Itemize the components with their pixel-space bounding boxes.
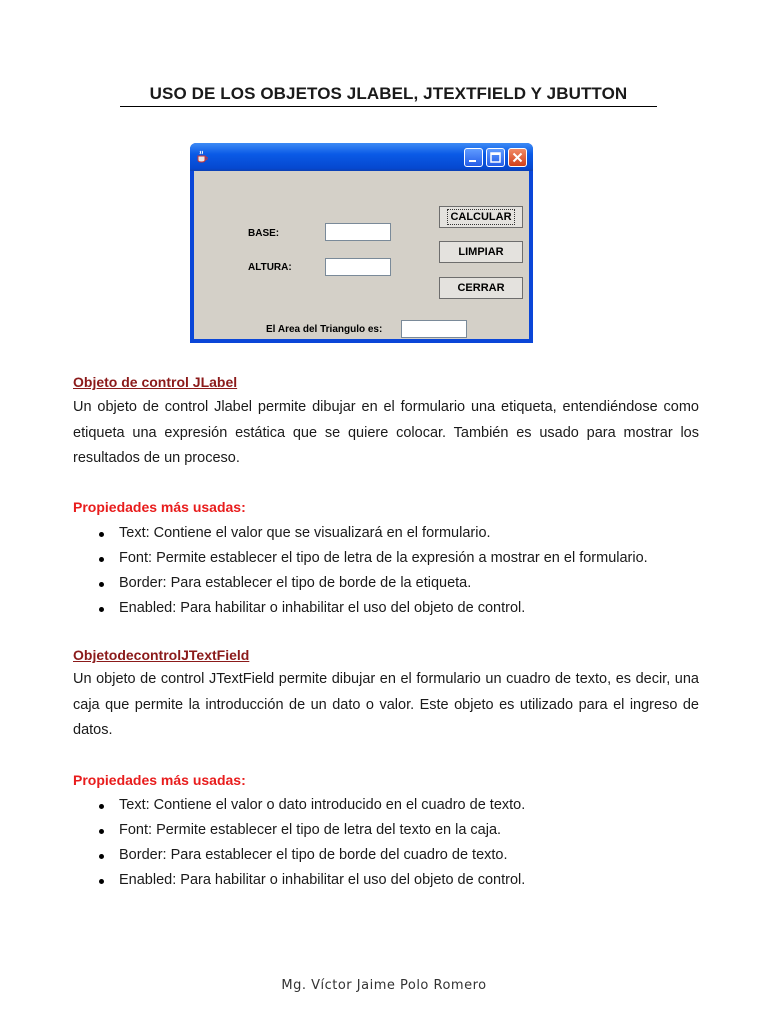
minimize-icon <box>465 149 482 166</box>
limpiar-button-label: LIMPIAR <box>458 246 504 258</box>
bullet-icon <box>99 607 104 612</box>
list-item <box>73 521 713 546</box>
list-item <box>73 843 713 868</box>
list-item-text: Text: Contiene el valor que se visualizará en el formulario. <box>119 525 491 541</box>
maximize-icon <box>487 149 504 166</box>
cerrar-button-label: CERRAR <box>457 282 505 294</box>
list-item-text: Text: Contiene el valor o dato introducido en el cuadro de texto. <box>119 797 526 813</box>
props-list-jlabel <box>73 521 713 621</box>
list-item <box>73 793 713 818</box>
props-heading-jlabel: Propiedades más usadas: <box>73 499 246 515</box>
section-paragraph-jtextfield <box>73 667 699 744</box>
bullet-icon <box>99 804 104 809</box>
page-footer: Mg. Víctor Jaime Polo Romero <box>281 978 487 993</box>
section-heading-jlabel: Objeto de control JLabel <box>73 374 238 390</box>
list-item-text: Enabled: Para habilitar o inhabilitar el uso del objeto de control. <box>119 872 526 888</box>
list-item-text: Border: Para establecer el tipo de borde de la etiqueta. <box>119 575 472 591</box>
list-item-text: Font: Permite establecer el tipo de letra del texto en la caja. <box>119 822 502 838</box>
paragraph-text: Un objeto de control JTextField permite dibujar en el formulario un cuadro de texto, es decir, una caja que permite la introducción de un dato o valor. Este objeto es utilizado para el ingreso de datos. <box>73 671 699 738</box>
props-list-jtextfield <box>73 793 713 893</box>
app-window <box>190 143 533 343</box>
list-item-text: Font: Permite establecer el tipo de letra de la expresión a mostrar en el formulario. <box>119 550 648 566</box>
bullet-icon <box>99 854 104 859</box>
calcular-button[interactable] <box>439 206 523 228</box>
close-button[interactable] <box>508 148 527 167</box>
props-heading-jtextfield: Propiedades más usadas: <box>73 772 246 788</box>
list-item <box>73 546 713 571</box>
maximize-button[interactable] <box>486 148 505 167</box>
calcular-button-label: CALCULAR <box>450 211 512 223</box>
section-heading-jtextfield: ObjetodecontrolJTextField <box>73 647 250 663</box>
area-label: El Area del Triangulo es: <box>266 324 383 335</box>
close-icon <box>509 149 526 166</box>
list-item-text: Border: Para establecer el tipo de borde del cuadro de texto. <box>119 847 508 863</box>
section-paragraph-jlabel <box>73 395 699 472</box>
list-item <box>73 818 713 843</box>
list-item <box>73 571 713 596</box>
paragraph-text: Un objeto de control Jlabel permite dibujar en el formulario una etiqueta, entendiéndose como etiqueta una expresión estática que se quiere colocar. También es usado para mostrar los resultados de un proceso. <box>73 399 699 466</box>
altura-label: ALTURA: <box>248 262 292 273</box>
cerrar-button[interactable] <box>439 277 523 299</box>
list-item <box>73 596 713 621</box>
bullet-icon <box>99 532 104 537</box>
area-result-field[interactable] <box>401 320 467 338</box>
list-item <box>73 868 713 893</box>
bullet-icon <box>99 879 104 884</box>
bullet-icon <box>99 582 104 587</box>
list-item-text: Enabled: Para habilitar o inhabilitar el uso del objeto de control. <box>119 600 526 616</box>
java-cup-icon <box>195 150 209 164</box>
limpiar-button[interactable] <box>439 241 523 263</box>
bullet-icon <box>99 829 104 834</box>
base-input[interactable] <box>325 223 391 241</box>
base-label: BASE: <box>248 228 280 239</box>
page-title: USO DE LOS OBJETOS JLABEL, JTEXTFIELD Y JBUTTON <box>120 84 657 107</box>
window-titlebar[interactable] <box>190 143 533 171</box>
bullet-icon <box>99 557 104 562</box>
altura-input[interactable] <box>325 258 391 276</box>
window-content <box>194 171 529 339</box>
minimize-button[interactable] <box>464 148 483 167</box>
